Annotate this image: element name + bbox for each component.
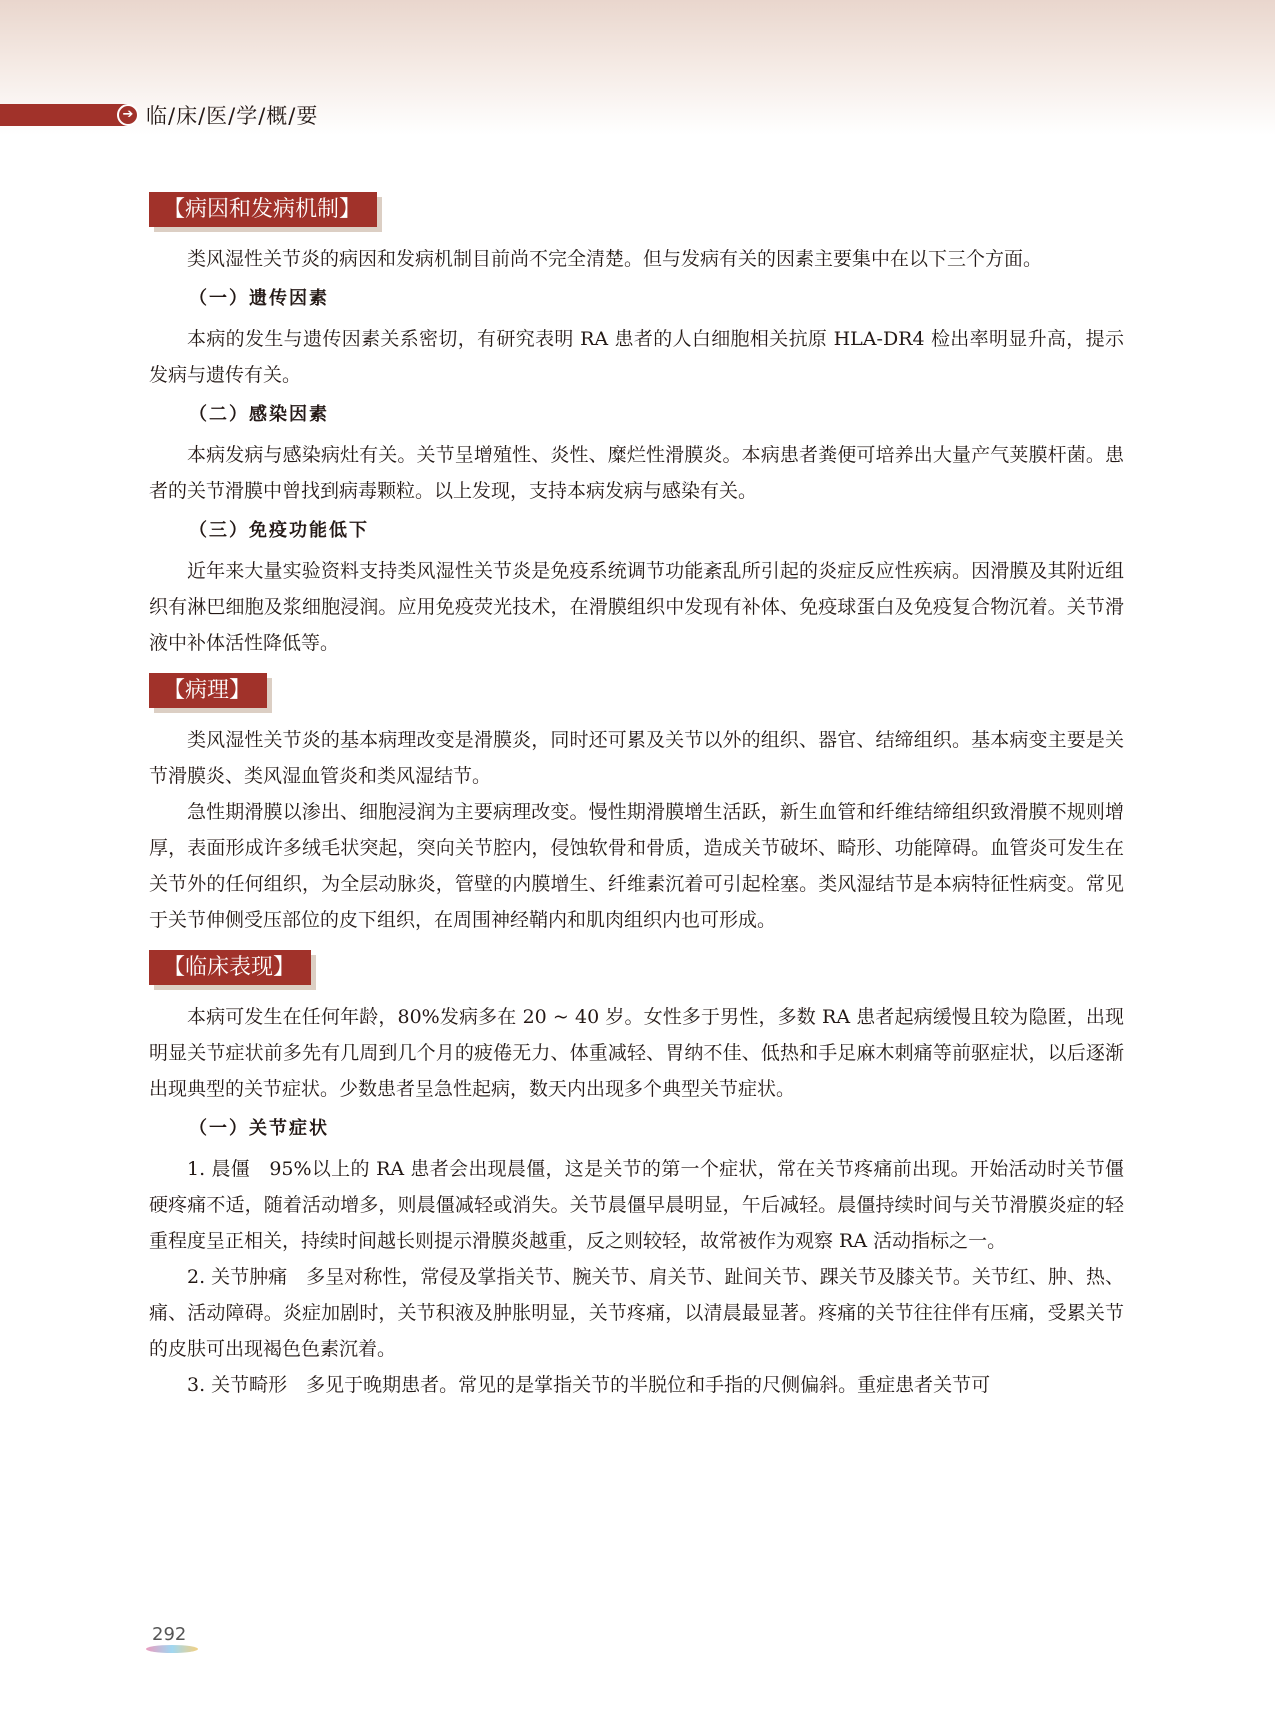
header-bar (0, 104, 128, 126)
subheading-immunity: （三）免疫功能低下 (189, 520, 369, 541)
paragraph: 1. 晨僵 95%以上的 RA 患者会出现晨僵，这是关节的第一个症状，常在关节疼痛前出现。开始活动时关节僵硬疼痛不适，随着活动增多，则晨僵减轻或消失。关节晨僵早晨明显，午后减轻。晨僵持续时间与关节滑膜炎症的轻重程度呈正相关，持续时间越长则提示滑膜炎越重，反之则较轻，故常被作为观察 RA 活动指标之一。 (149, 1158, 1124, 1252)
paragraph: 类风湿性关节炎的基本病理改变是滑膜炎，同时还可累及关节以外的组织、器官、结缔组织。基本病变主要是关节滑膜炎、类风湿血管炎和类风湿结节。 (149, 729, 1124, 787)
subheading-joint-symptoms: （一）关节症状 (189, 1118, 329, 1139)
page-content (149, 192, 1124, 1403)
page-number-swoosh (146, 1645, 198, 1653)
paragraph: 近年来大量实验资料支持类风湿性关节炎是免疫系统调节功能紊乱所引起的炎症反应性疾病。因滑膜及其附近组织有淋巴细胞及浆细胞浸润。应用免疫荧光技术，在滑膜组织中发现有补体、免疫球蛋白及免疫复合物沉着。关节滑液中补体活性降低等。 (149, 560, 1124, 654)
section-heading-pathology: 【病理】 (149, 673, 267, 708)
arrow-right-icon: ➔ (117, 104, 139, 126)
paragraph: 3. 关节畸形 多见于晚期患者。常见的是掌指关节的半脱位和手指的尺侧偏斜。重症患者关节可 (187, 1374, 991, 1396)
section-heading-clinical: 【临床表现】 (149, 950, 311, 985)
paragraph: 本病可发生在任何年龄，80%发病多在 20 ~ 40 岁。女性多于男性，多数 RA 患者起病缓慢且较为隐匿，出现明显关节症状前多先有几周到几个月的疲倦无力、体重减轻、胃纳不佳、低热和手足麻木刺痛等前驱症状，以后逐渐出现典型的关节症状。少数患者呈急性起病，数天内出现多个典型关节症状。 (149, 1006, 1124, 1100)
section-heading-etiology: 【病因和发病机制】 (149, 192, 377, 227)
paragraph: 本病的发生与遗传因素关系密切，有研究表明 RA 患者的人白细胞相关抗原 HLA-DR4 检出率明显升高，提示发病与遗传有关。 (149, 328, 1124, 386)
page-number: 292 (152, 1624, 187, 1645)
paragraph: 类风湿性关节炎的病因和发病机制目前尚不完全清楚。但与发病有关的因素主要集中在以下三个方面。 (187, 248, 1043, 270)
subheading-infection: （二）感染因素 (189, 404, 329, 425)
paragraph: 本病发病与感染病灶有关。关节呈增殖性、炎性、糜烂性滑膜炎。本病患者粪便可培养出大量产气荚膜杆菌。患者的关节滑膜中曾找到病毒颗粒。以上发现，支持本病发病与感染有关。 (149, 444, 1124, 502)
subheading-genetic: （一）遗传因素 (189, 288, 329, 309)
book-title: 临/床/医/学/概/要 (146, 104, 319, 128)
paragraph: 急性期滑膜以渗出、细胞浸润为主要病理改变。慢性期滑膜增生活跃，新生血管和纤维结缔组织致滑膜不规则增厚，表面形成许多绒毛状突起，突向关节腔内，侵蚀软骨和骨质，造成关节破坏、畸形、功能障碍。血管炎可发生在关节外的任何组织，为全层动脉炎，管壁的内膜增生、纤维素沉着可引起栓塞。类风湿结节是本病特征性病变。常见于关节伸侧受压部位的皮下组织，在周围神经鞘内和肌肉组织内也可形成。 (149, 801, 1124, 931)
paragraph: 2. 关节肿痛 多呈对称性，常侵及掌指关节、腕关节、肩关节、趾间关节、踝关节及膝关节。关节红、肿、热、痛、活动障碍。炎症加剧时，关节积液及肿胀明显，关节疼痛，以清晨最显著。疼痛的关节往往伴有压痛，受累关节的皮肤可出现褐色色素沉着。 (149, 1266, 1124, 1360)
